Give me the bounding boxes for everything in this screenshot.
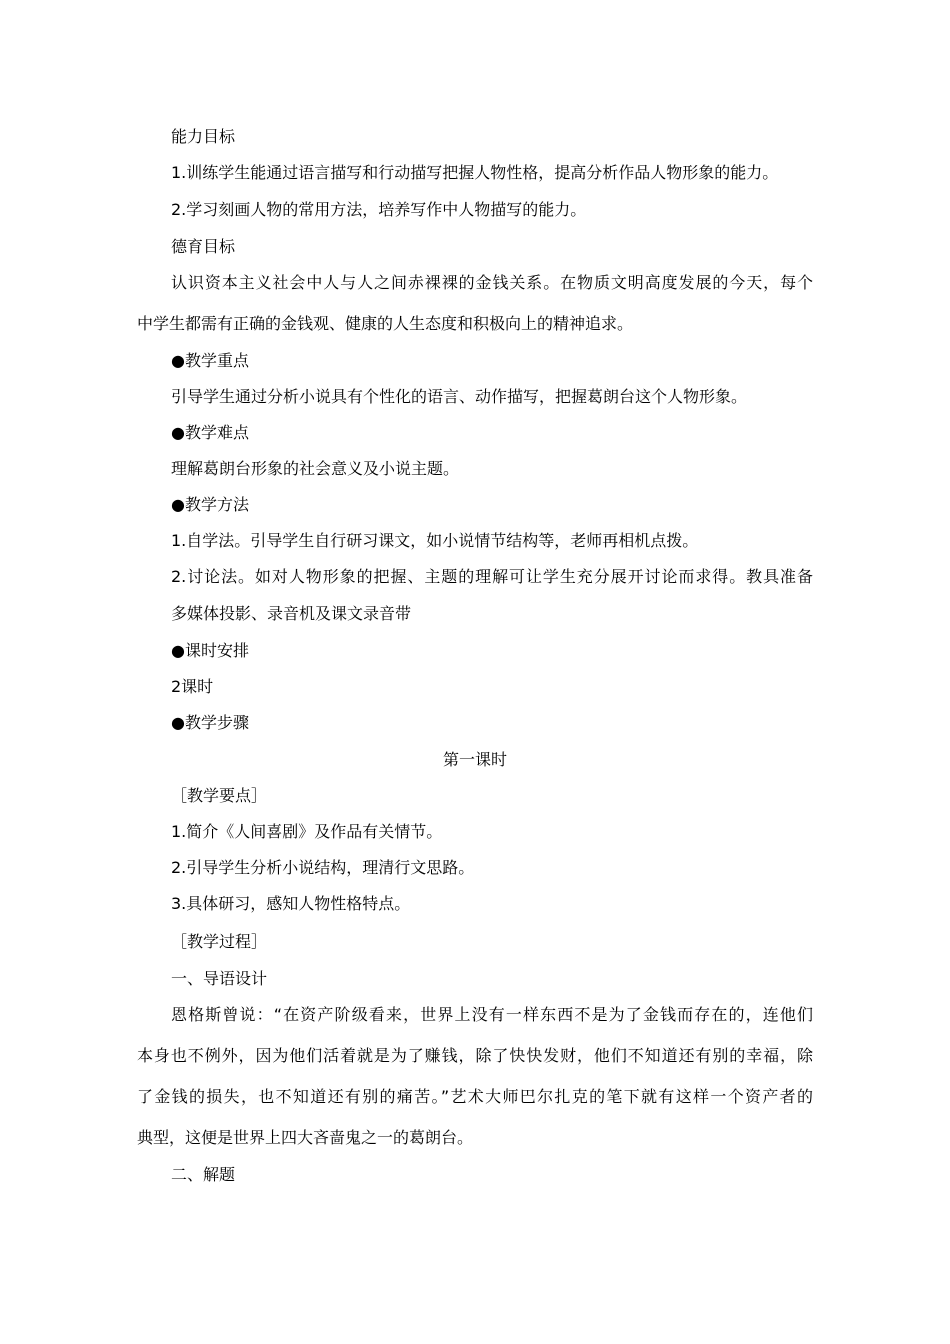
teaching-method-1: 1.自学法。引导学生自行研习课文，如小说情节结构等，老师再相机点拨。 — [171, 531, 699, 550]
heading-teaching-methods: ●教学方法 — [171, 495, 249, 514]
section-introduction-design: 一、导语设计 — [171, 969, 268, 988]
teaching-method-2: 2.讨论法。如对人物形象的把握、主题的理解可让学生充分展开讨论而求得。教具准备 — [171, 567, 813, 586]
introduction-line-1: 恩格斯曾说：“在资产阶级看来，世界上没有一样东西不是为了金钱而存在的，连他们 — [171, 1005, 813, 1024]
heading-teaching-process: ［教学过程］ — [171, 932, 268, 951]
teaching-focus-text: 引导学生通过分析小说具有个性化的语言、动作描写，把握葛朗台这个人物形象。 — [171, 387, 748, 406]
class-hours-text: 2课时 — [171, 677, 214, 696]
teaching-point-1: 1.简介《人间喜剧》及作品有关情节。 — [171, 822, 443, 841]
heading-moral-goals: 德育目标 — [171, 237, 236, 256]
teaching-point-2: 2.引导学生分析小说结构，理清行文思路。 — [171, 858, 475, 877]
introduction-line-2: 本身也不例外，因为他们活着就是为了赚钱，除了快快发财，他们不知道还有别的幸福，除 — [137, 1046, 813, 1065]
heading-ability-goals: 能力目标 — [171, 127, 236, 146]
heading-teaching-focus: ●教学重点 — [171, 351, 249, 370]
teaching-difficulty-text: 理解葛朗台形象的社会意义及小说主题。 — [171, 459, 460, 478]
section-title-explanation: 二、解题 — [171, 1165, 236, 1184]
ability-goal-1: 1.训练学生能通过语言描写和行动描写把握人物性格，提高分析作品人物形象的能力。 — [171, 163, 779, 182]
teaching-tools-text: 多媒体投影、录音机及课文录音带 — [171, 604, 412, 623]
moral-goal-line-2: 中学生都需有正确的金钱观、健康的人生态度和积极向上的精神追求。 — [137, 314, 634, 333]
heading-teaching-difficulty: ●教学难点 — [171, 423, 249, 442]
teaching-point-3: 3.具体研习，感知人物性格特点。 — [171, 894, 411, 913]
moral-goal-line-1: 认识资本主义社会中人与人之间赤裸裸的金钱关系。在物质文明高度发展的今天，每个 — [171, 273, 813, 292]
heading-teaching-steps: ●教学步骤 — [171, 713, 249, 732]
ability-goal-2: 2.学习刻画人物的常用方法，培养写作中人物描写的能力。 — [171, 200, 587, 219]
heading-teaching-points: ［教学要点］ — [171, 786, 268, 805]
introduction-line-4: 典型，这便是世界上四大吝啬鬼之一的葛朗台。 — [137, 1128, 474, 1147]
heading-class-hours: ●课时安排 — [171, 641, 249, 660]
first-lesson-title: 第一课时 — [442, 750, 507, 769]
introduction-line-3: 了金钱的损失，也不知道还有别的痛苦。”艺术大师巴尔扎克的笔下就有这样一个资产者的 — [137, 1087, 813, 1106]
